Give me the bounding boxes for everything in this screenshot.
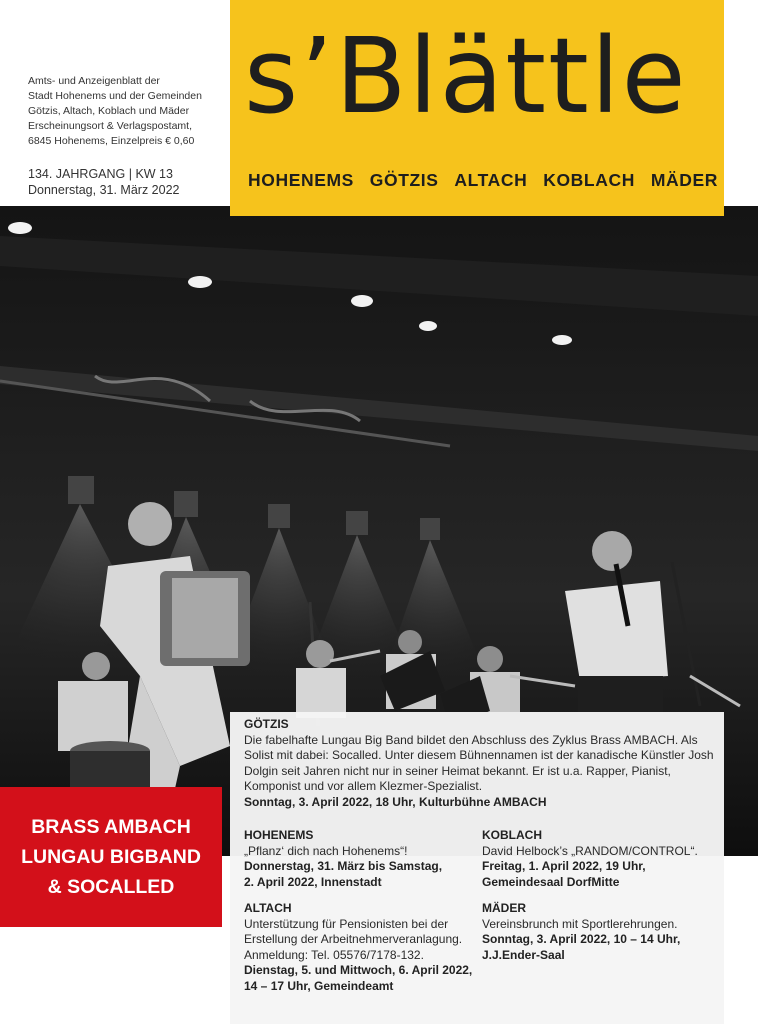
event-heading: HOHENEMS bbox=[244, 828, 314, 842]
event-date: Sonntag, 3. April 2022, 18 Uhr, Kulturbühne AMBACH bbox=[244, 794, 547, 809]
publisher-line: Erscheinungsort & Verlagspostamt, bbox=[28, 120, 193, 132]
event-maeder bbox=[482, 901, 712, 963]
event-heading: MÄDER bbox=[482, 901, 526, 915]
promo-line: & SOCALLED bbox=[47, 876, 175, 898]
event-description: Vereinsbrunch mit Sportlerehrungen. bbox=[482, 916, 678, 931]
publisher-line: Götzis, Altach, Koblach und Mäder bbox=[28, 105, 190, 117]
event-date: Gemeindesaal DorfMitte bbox=[482, 874, 620, 889]
event-description: Erstellung der Arbeitnehmerveranlagung. bbox=[244, 932, 463, 946]
event-description: Die fabelhafte Lungau Big Band bildet den Abschluss des Zyklus Brass AMBACH. Als Solist mit dabei: Socalled. Unter diesem Bühnennamen ist der kanadische Künstler Josh Dolgin seit Jahren nicht nur in seiner Heimat bekannt. Er ist u.a. Rapper, Pianist, Komponist und vor allem Klezmer-Spezialist. bbox=[244, 732, 714, 793]
issue-volume: 134. JAHRGANG | KW 13 bbox=[28, 167, 173, 181]
event-description: Unterstützung für Pensionisten bei der bbox=[244, 916, 449, 931]
event-date: Donnerstag, 31. März bis Samstag, bbox=[244, 859, 443, 873]
event-heading: ALTACH bbox=[244, 901, 292, 915]
event-date: Dienstag, 5. und Mittwoch, 6. April 2022, bbox=[244, 963, 473, 977]
event-date: Sonntag, 3. April 2022, 10 – 14 Uhr, bbox=[482, 932, 681, 946]
event-date: 14 – 17 Uhr, Gemeindeamt bbox=[244, 978, 394, 993]
issue-date: Donnerstag, 31. März 2022 bbox=[28, 183, 180, 197]
town-koblach: KOBLACH bbox=[543, 170, 635, 190]
event-date: 2. April 2022, Innenstadt bbox=[244, 874, 382, 889]
publisher-line: Amts- und Anzeigenblatt der bbox=[28, 75, 160, 87]
event-date: Freitag, 1. April 2022, 19 Uhr, bbox=[482, 859, 646, 873]
event-description: Anmeldung: Tel. 05576/7178-132. bbox=[244, 947, 424, 962]
promo-box bbox=[0, 787, 222, 927]
issue-info bbox=[28, 166, 228, 198]
promo-line: BRASS AMBACH bbox=[31, 816, 191, 838]
promo-line: LUNGAU BIGBAND bbox=[21, 846, 201, 868]
event-goetzis bbox=[244, 717, 714, 810]
event-heading: KOBLACH bbox=[482, 828, 542, 842]
event-heading: GÖTZIS bbox=[244, 717, 289, 731]
town-hohenems: HOHENEMS bbox=[248, 170, 354, 190]
town-maeder: MÄDER bbox=[650, 170, 718, 190]
publication-title: s’Blättle bbox=[244, 15, 688, 137]
town-goetzis: GÖTZIS bbox=[369, 170, 439, 190]
town-altach: ALTACH bbox=[454, 170, 528, 190]
events-panel bbox=[230, 712, 724, 1024]
event-hohenems bbox=[244, 828, 474, 890]
event-description: „Pflanz‘ dich nach Hohenems“! bbox=[244, 843, 408, 858]
event-date: J.J.Ender-Saal bbox=[482, 947, 565, 962]
event-description: David Helbock’s „RANDOM/CONTROL“. bbox=[482, 843, 698, 858]
publisher-line: Stadt Hohenems und der Gemeinden bbox=[28, 90, 202, 102]
publisher-line: 6845 Hohenems, Einzelpreis € 0,60 bbox=[28, 135, 195, 147]
event-altach bbox=[244, 901, 474, 994]
town-list bbox=[248, 170, 718, 191]
publisher-info bbox=[28, 74, 228, 149]
masthead bbox=[230, 0, 724, 216]
event-koblach bbox=[482, 828, 712, 890]
